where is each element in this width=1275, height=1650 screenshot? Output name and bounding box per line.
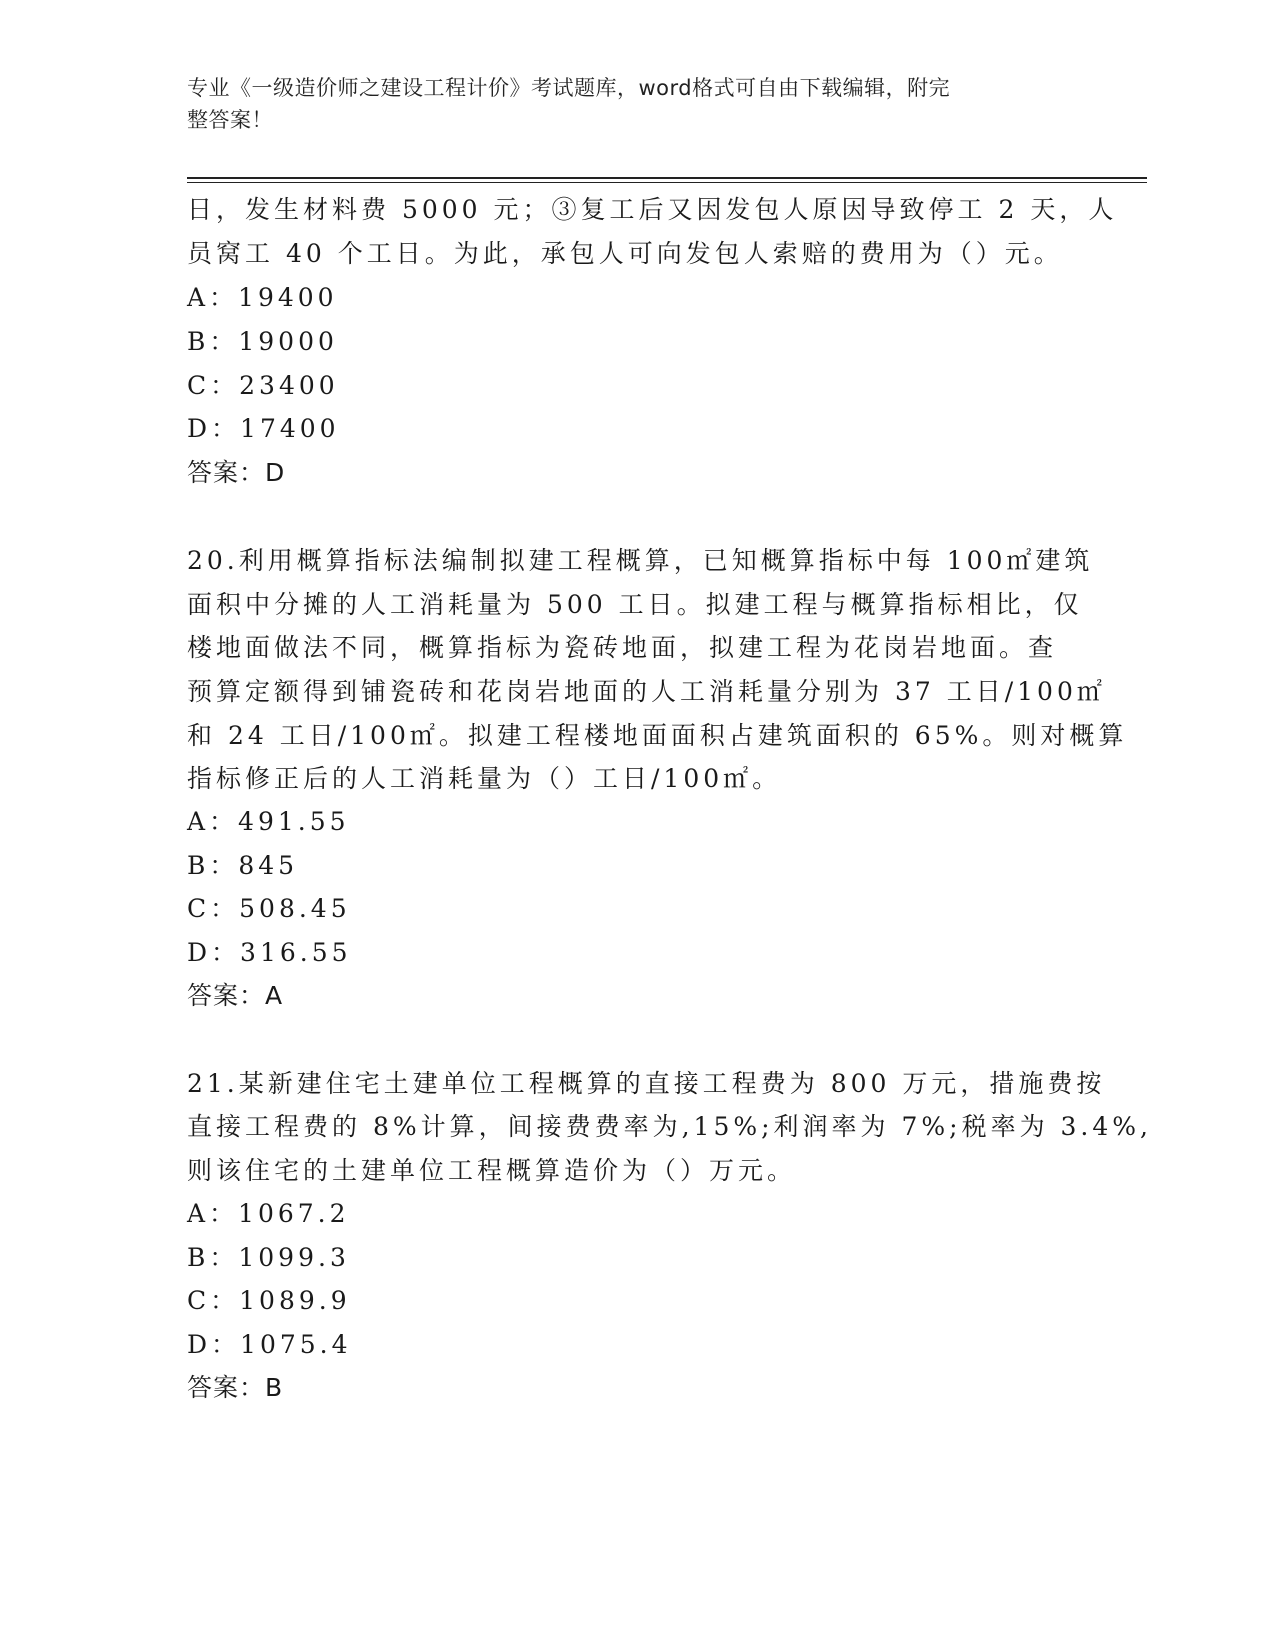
question-20-stem-line-4: 预算定额得到铺瓷砖和花岗岩地面的人工消耗量分别为 37 工日/100㎡ xyxy=(187,677,1106,706)
question-19-option-b: B：19000 xyxy=(187,327,338,356)
question-20-stem-line-2: 面积中分摊的人工消耗量为 500 工日。拟建工程与概算指标相比，仅 xyxy=(187,590,1083,619)
question-20-option-d: D：316.55 xyxy=(187,938,352,967)
header-line-1: 专业《一级造价师之建设工程计价》考试题库，word格式可自由下载编辑，附完 xyxy=(187,76,951,100)
question-20-option-c: C：508.45 xyxy=(187,894,351,923)
question-21-answer: 答案：B xyxy=(187,1373,284,1402)
header-rule-thin xyxy=(187,182,1147,183)
question-20-stem-line-1: 20.利用概算指标法编制拟建工程概算，已知概算指标中每 100㎡建筑 xyxy=(187,546,1094,575)
question-21-stem-line-2: 直接工程费的 8%计算，间接费费率为,15%;利润率为 7%;税率为 3.4%, xyxy=(187,1112,1152,1141)
question-21-stem-line-1: 21.某新建住宅土建单位工程概算的直接工程费为 800 万元，措施费按 xyxy=(187,1069,1106,1098)
question-21-option-b: B：1099.3 xyxy=(187,1243,350,1272)
question-21-stem-line-3: 则该住宅的土建单位工程概算造价为（）万元。 xyxy=(187,1156,797,1185)
header-line-2: 整答案！ xyxy=(187,108,273,132)
question-20-answer: 答案：A xyxy=(187,981,284,1010)
question-21-option-d: D：1075.4 xyxy=(187,1330,352,1359)
question-21-option-a: A：1067.2 xyxy=(187,1199,350,1228)
question-20-stem-line-3: 楼地面做法不同，概算指标为瓷砖地面，拟建工程为花岗岩地面。查 xyxy=(187,633,1058,662)
question-20-stem-line-5: 和 24 工日/100㎡。拟建工程楼地面面积占建筑面积的 65%。则对概算 xyxy=(187,721,1128,750)
header-rule-thick xyxy=(187,177,1147,179)
question-19-option-a: A：19400 xyxy=(187,283,338,312)
question-20-option-b: B：845 xyxy=(187,851,299,880)
question-20-option-a: A：491.55 xyxy=(187,807,350,836)
question-19-option-c: C：23400 xyxy=(187,371,339,400)
page-header xyxy=(187,72,1067,136)
question-19-stem-line-2: 员窝工 40 个工日。为此，承包人可向发包人索赔的费用为（）元。 xyxy=(187,239,1063,268)
question-19-answer: 答案：D xyxy=(187,458,286,487)
question-20-stem-line-6: 指标修正后的人工消耗量为（）工日/100㎡。 xyxy=(187,764,782,793)
question-19-option-d: D：17400 xyxy=(187,414,340,443)
question-21-option-c: C：1089.9 xyxy=(187,1286,351,1315)
question-19-stem-line-1: 日，发生材料费 5000 元；③复工后又因发包人原因导致停工 2 天，人 xyxy=(187,195,1118,224)
